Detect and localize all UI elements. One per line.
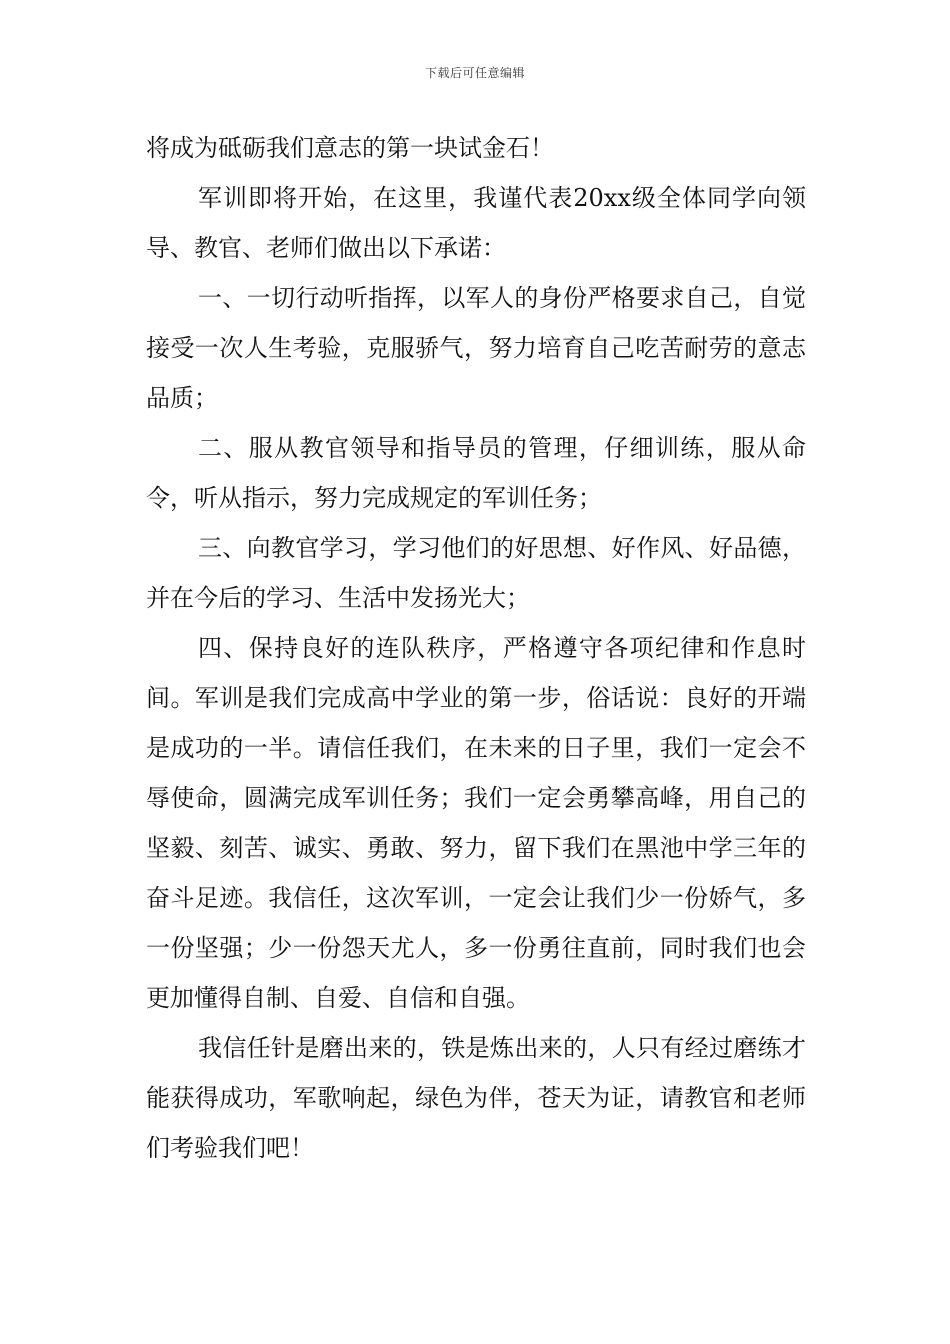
paragraph: 一、一切行动听指挥，以军人的身份严格要求自己，自觉接受一次人生考验，克服骄气，努力培育自己吃苦耐劳的意志品质； [146,284,806,412]
page-header: 下载后可任意编辑 [424,66,525,80]
paragraph: 我信任针是磨出来的，铁是炼出来的，人只有经过磨练才能获得成功，军歌响起，绿色为伴，苍天为证，请教官和老师们考验我们吧！ [146,1034,806,1162]
paragraph: 军训即将开始，在这里，我谨代表20xx级全体同学向领导、教官、老师们做出以下承诺： [146,184,806,262]
paragraph: 将成为砥砺我们意志的第一块试金石！ [146,134,554,162]
paragraph: 三、向教官学习，学习他们的好思想、好作风、好品德，并在今后的学习、生活中发扬光大； [146,534,806,612]
document-body [146,123,806,1173]
paragraph: 四、保持良好的连队秩序，严格遵守各项纪律和作息时间。军训是我们完成高中学业的第一步，俗话说：良好的开端是成功的一半。请信任我们，在未来的日子里，我们一定会不辱使命，圆满完成军训任务；我们一定会勇攀高峰，用自己的坚毅、刻苦、诚实、勇敢、努力，留下我们在黑池中学三年的奋斗足迹。我信任，这次军训，一定会让我们少一份娇气，多一份坚强；少一份怨天尤人，多一份勇往直前，同时我们也会更加懂得自制、自爱、自信和自强。 [146,634,806,1012]
paragraph: 二、服从教官领导和指导员的管理，仔细训练，服从命令，听从指示，努力完成规定的军训任务； [146,434,806,512]
